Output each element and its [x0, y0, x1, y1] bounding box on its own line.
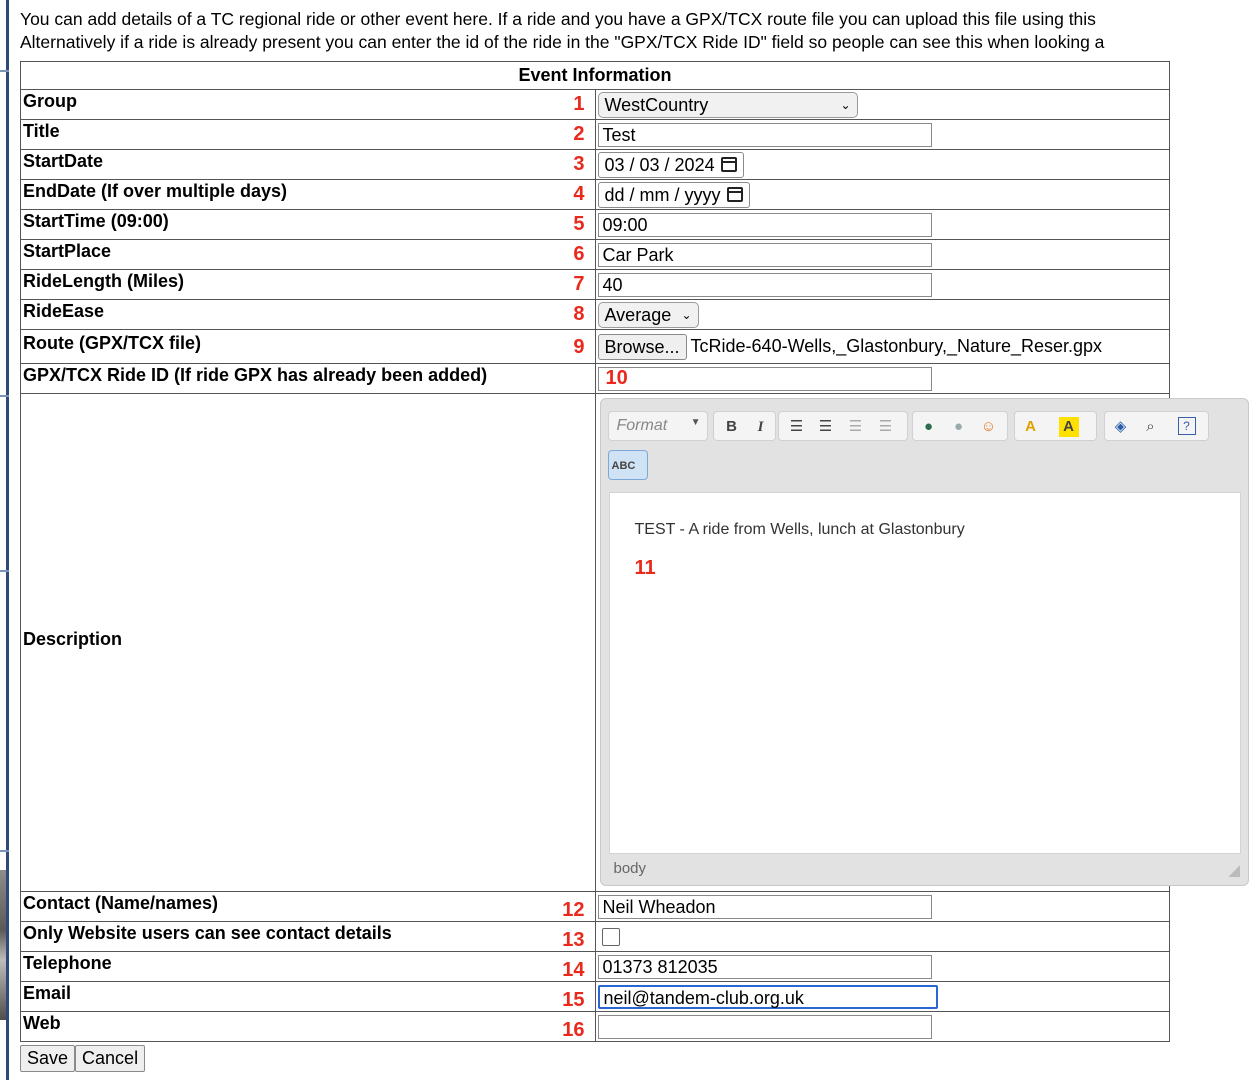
row-description [21, 394, 1170, 892]
color-group [1014, 411, 1097, 441]
row-contact [21, 892, 1170, 922]
cancel-button[interactable]: Cancel [75, 1045, 145, 1072]
row-title [21, 120, 1170, 150]
maximize-icon[interactable]: ◈ [1114, 418, 1127, 435]
startplace-input[interactable]: Car Park [598, 243, 932, 267]
numbered-list-icon[interactable]: ☰ [789, 418, 804, 435]
smiley-icon[interactable]: ☺ [980, 418, 997, 435]
label-contact: Contact (Name/names) [23, 893, 219, 913]
label-description: Description [23, 629, 123, 649]
ridelength-input[interactable]: 40 [598, 273, 932, 297]
resize-handle[interactable] [1228, 865, 1240, 877]
label-rideease: RideEase [23, 301, 105, 321]
marker-11: 11 [634, 557, 656, 579]
label-startdate: StartDate [23, 151, 104, 171]
intro-line-2: Alternatively if a ride is already present you can enter the id of the ride in the "GPX/TCX Ride ID" field so people can see this when looking a [20, 32, 1105, 52]
indent-icon[interactable]: ☰ [878, 418, 893, 435]
label-startplace: StartPlace [23, 241, 112, 261]
marker-14: 14 [562, 959, 585, 981]
selected-file-name: TcRide-640-Wells,_Glastonbury,_Nature_Reser.gpx [690, 336, 1103, 356]
intro-text [20, 8, 1179, 54]
enddate-input[interactable]: dd / mm / yyyy [598, 182, 750, 208]
label-web: Web [23, 1013, 61, 1033]
spellcheck-button[interactable] [608, 450, 648, 480]
marker-12: 12 [562, 899, 585, 921]
row-route [21, 330, 1170, 364]
marker-7: 7 [573, 273, 585, 295]
format-dropdown[interactable]: Format ▼ [608, 411, 708, 441]
web-input[interactable] [598, 1015, 932, 1039]
row-starttime [21, 210, 1170, 240]
marker-1: 1 [573, 93, 585, 115]
startdate-input[interactable]: 03 / 03 / 2024 [598, 152, 744, 178]
editor-content-area[interactable] [609, 492, 1241, 854]
row-contact-visibility [21, 922, 1170, 952]
marker-5: 5 [573, 213, 585, 235]
row-rideease [21, 300, 1170, 330]
row-enddate [21, 180, 1170, 210]
label-group: Group [23, 91, 77, 111]
group-select[interactable]: WestCountry ⌄ [598, 92, 858, 118]
marker-16: 16 [562, 1019, 585, 1041]
label-route: Route (GPX/TCX file) [23, 333, 202, 353]
description-text: TEST - A ride from Wells, lunch at Glastonbury [634, 521, 965, 538]
marker-2: 2 [573, 123, 585, 145]
rideid-input[interactable] [598, 367, 932, 391]
email-input[interactable]: neil@tandem-club.org.uk [598, 985, 938, 1009]
label-telephone: Telephone [23, 953, 112, 973]
form-actions [20, 1045, 145, 1072]
preview-icon[interactable]: ⌕ [1146, 418, 1155, 435]
table-header: Event Information [21, 62, 1170, 90]
tools-group [1104, 411, 1209, 441]
bulleted-list-icon[interactable]: ☰ [818, 418, 833, 435]
marker-3: 3 [573, 153, 585, 175]
spellcheck-icon: ABC [611, 460, 636, 472]
telephone-input[interactable]: 01373 812035 [598, 955, 932, 979]
label-title: Title [23, 121, 60, 141]
starttime-input[interactable]: 09:00 [598, 213, 932, 237]
text-style-group [713, 411, 776, 441]
event-information-table [20, 61, 1190, 1042]
rideease-select[interactable]: Average ⌄ [598, 302, 699, 328]
help-icon[interactable]: ? [1178, 417, 1196, 435]
marker-4: 4 [573, 183, 585, 205]
marker-10: 10 [605, 367, 628, 389]
row-email [21, 982, 1170, 1012]
italic-icon[interactable]: I [757, 419, 764, 435]
unlink-icon[interactable]: ● [953, 418, 964, 435]
background-color-icon[interactable]: A [1059, 417, 1079, 437]
row-web [21, 1012, 1170, 1042]
link-icon[interactable]: ● [923, 418, 934, 435]
row-startplace [21, 240, 1170, 270]
rich-text-editor [600, 398, 1249, 886]
label-rideid: GPX/TCX Ride ID (If ride GPX has already been added) [23, 365, 488, 385]
calendar-icon[interactable] [727, 187, 743, 202]
calendar-icon[interactable] [721, 157, 737, 172]
bold-icon[interactable]: B [726, 418, 737, 435]
label-ridelength: RideLength (Miles) [23, 271, 184, 291]
row-startdate [21, 150, 1170, 180]
link-group [912, 411, 1008, 441]
contact-input[interactable]: Neil Wheadon [598, 895, 932, 919]
row-group [21, 90, 1170, 120]
row-rideid [21, 364, 1170, 394]
chevron-down-icon: ⌄ [681, 307, 692, 322]
row-telephone [21, 952, 1170, 982]
row-ridelength [21, 270, 1170, 300]
label-enddate: EndDate (If over multiple days) [23, 181, 288, 201]
intro-line-1: You can add details of a TC regional ride or other event here. If a ride and you have a GPX/TCX route file you can upload this file using this [20, 9, 1096, 29]
label-email: Email [23, 983, 72, 1003]
browse-button[interactable]: Browse... [598, 334, 687, 360]
left-edge-strip [0, 0, 10, 1080]
marker-6: 6 [573, 243, 585, 265]
marker-13: 13 [562, 929, 585, 951]
editor-status-path: body [613, 860, 647, 877]
text-color-icon[interactable]: A [1025, 418, 1036, 435]
label-starttime: StartTime (09:00) [23, 211, 169, 231]
contact-visibility-checkbox[interactable] [602, 928, 620, 946]
outdent-icon[interactable]: ☰ [848, 418, 863, 435]
marker-8: 8 [573, 303, 585, 325]
marker-15: 15 [562, 989, 585, 1011]
title-input[interactable]: Test [598, 123, 932, 147]
list-group [778, 411, 908, 441]
save-button[interactable]: Save [20, 1045, 75, 1072]
label-contact-visibility: Only Website users can see contact details [23, 923, 392, 943]
marker-9: 9 [573, 336, 585, 358]
chevron-down-icon: ⌄ [840, 97, 851, 112]
